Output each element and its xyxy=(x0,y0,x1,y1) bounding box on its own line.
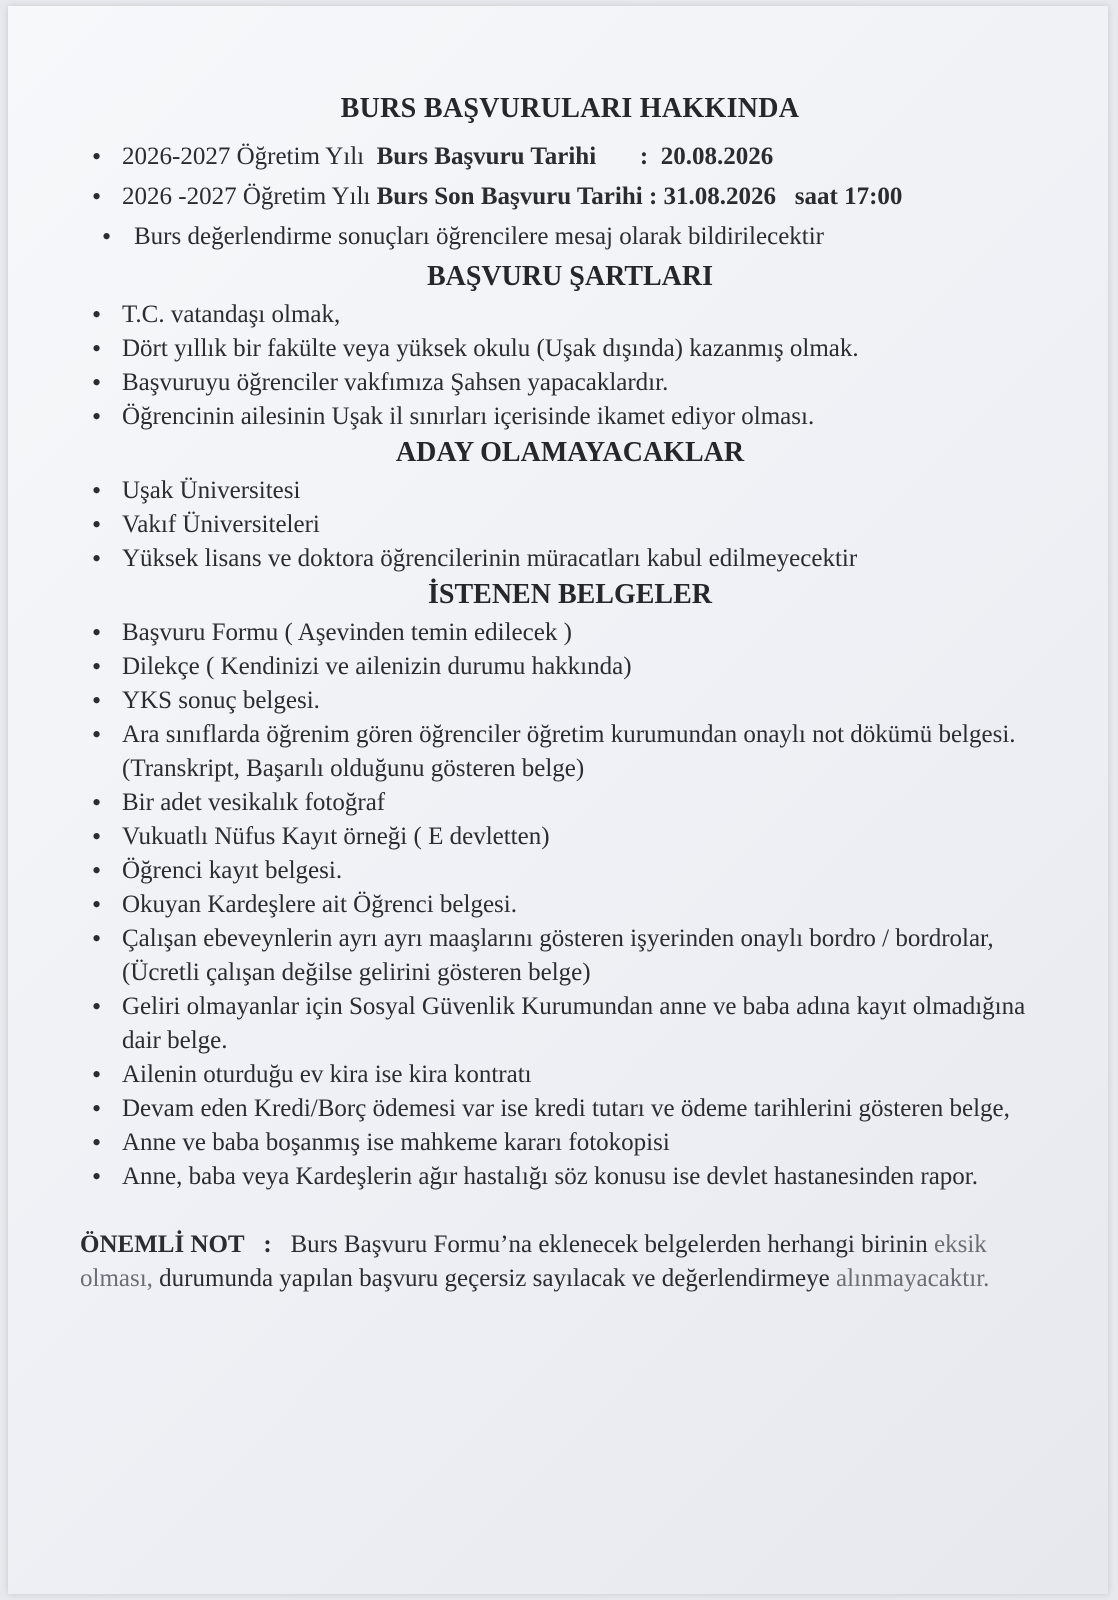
important-note xyxy=(80,1228,1060,1296)
section-heading-ineligible: ADAY OLAMAYACAKLAR xyxy=(395,437,745,468)
ineligible-list xyxy=(80,474,1060,576)
date-label: Burs Son Başvuru Tarihi : xyxy=(376,183,658,210)
date-extra: saat 17:00 xyxy=(794,183,903,210)
important-note-text-end: alınmayacaktır. xyxy=(835,1265,990,1292)
list-item: • Bir adet vesikalık fotoğraf xyxy=(80,786,1060,820)
list-item: • Dört yıllık bir fakülte veya yüksek okulu (Uşak dışında) kazanmış olmak. xyxy=(80,332,1060,366)
section-heading-documents: İSTENEN BELGELER xyxy=(428,579,712,610)
documents-list xyxy=(80,616,1060,1194)
document-title: BURS BAŞVURULARI HAKKINDA xyxy=(340,93,800,124)
date-separator: : xyxy=(639,143,649,170)
results-note-text: Burs değerlendirme sonuçları öğrencilere mesaj olarak bildirilecektir xyxy=(134,223,825,250)
important-note-text-faded: eksik olması, xyxy=(80,1231,987,1292)
list-item: • Çalışan ebeveynlerin ayrı ayrı maaşlarını gösteren işyerinden onaylı bordro / bordrolar,(Ücretli çalışan değilse gelirini gösteren belge) xyxy=(80,922,1060,990)
dates-list xyxy=(80,140,1060,254)
date-value: 31.08.2026 xyxy=(663,183,777,210)
list-item: • Öğrenci kayıt belgesi. xyxy=(80,854,1060,888)
important-note-text-b: durumunda yapılan başvuru geçersiz sayılacak ve değerlendirmeye xyxy=(159,1265,830,1292)
list-item: • Vukuatlı Nüfus Kayıt örneği ( E devletten) xyxy=(80,820,1060,854)
date-prefix: 2026 -2027 Öğretim Yılı xyxy=(122,183,371,210)
list-item: • Devam eden Kredi/Borç ödemesi var ise kredi tutarı ve ödeme tarihlerini gösteren belge, xyxy=(80,1092,1060,1126)
list-item: • Uşak Üniversitesi xyxy=(80,474,1060,508)
date-prefix: 2026-2027 Öğretim Yılı xyxy=(122,143,365,170)
date-item-application xyxy=(80,140,1060,174)
list-item: • Vakıf Üniversiteleri xyxy=(80,508,1060,542)
list-item: • Dilekçe ( Kendinizi ve ailenizin durumu hakkında) xyxy=(80,650,1060,684)
list-item: • Ailenin oturduğu ev kira ise kira kontratı xyxy=(80,1058,1060,1092)
list-item: • T.C. vatandaşı olmak, xyxy=(80,298,1060,332)
list-item: • Okuyan Kardeşlere ait Öğrenci belgesi. xyxy=(80,888,1060,922)
paper-sheet xyxy=(8,6,1108,1594)
date-value: 20.08.2026 xyxy=(660,143,774,170)
list-item: • Başvuru Formu ( Aşevinden temin edilecek ) xyxy=(80,616,1060,650)
date-item-deadline xyxy=(80,180,1060,214)
list-item: • Anne, baba veya Kardeşlerin ağır hastalığı söz konusu ise devlet hastanesinden rapor. xyxy=(80,1160,1060,1194)
results-note xyxy=(80,220,1060,254)
list-item: • Öğrencinin ailesinin Uşak il sınırları içerisinde ikamet ediyor olması. xyxy=(80,400,1060,434)
list-item: • Ara sınıflarda öğrenim gören öğrenciler öğretim kurumundan onaylı not dökümü belgesi. (Transkript, Başarılı olduğunu gösteren belge) xyxy=(80,718,1060,786)
important-note-text-a: Burs Başvuru Formu’na eklenecek belgelerden herhangi birinin xyxy=(290,1231,928,1258)
requirements-list xyxy=(80,298,1060,434)
important-note-label: ÖNEMLİ NOT xyxy=(80,1231,245,1258)
document xyxy=(80,88,1060,1296)
important-note-separator: : xyxy=(263,1231,272,1258)
section-heading-requirements: BAŞVURU ŞARTLARI xyxy=(426,261,714,292)
list-item: • Anne ve baba boşanmış ise mahkeme kararı fotokopisi xyxy=(80,1126,1060,1160)
date-label: Burs Başvuru Tarihi xyxy=(376,143,597,170)
list-item: • YKS sonuç belgesi. xyxy=(80,684,1060,718)
list-item: • Başvuruyu öğrenciler vakfımıza Şahsen yapacaklardır. xyxy=(80,366,1060,400)
list-item: • Yüksek lisans ve doktora öğrencilerinin müracatları kabul edilmeyecektir xyxy=(80,542,1060,576)
list-item: • Geliri olmayanlar için Sosyal Güvenlik Kurumundan anne ve baba adına kayıt olmadığına dair belge. xyxy=(80,990,1060,1058)
